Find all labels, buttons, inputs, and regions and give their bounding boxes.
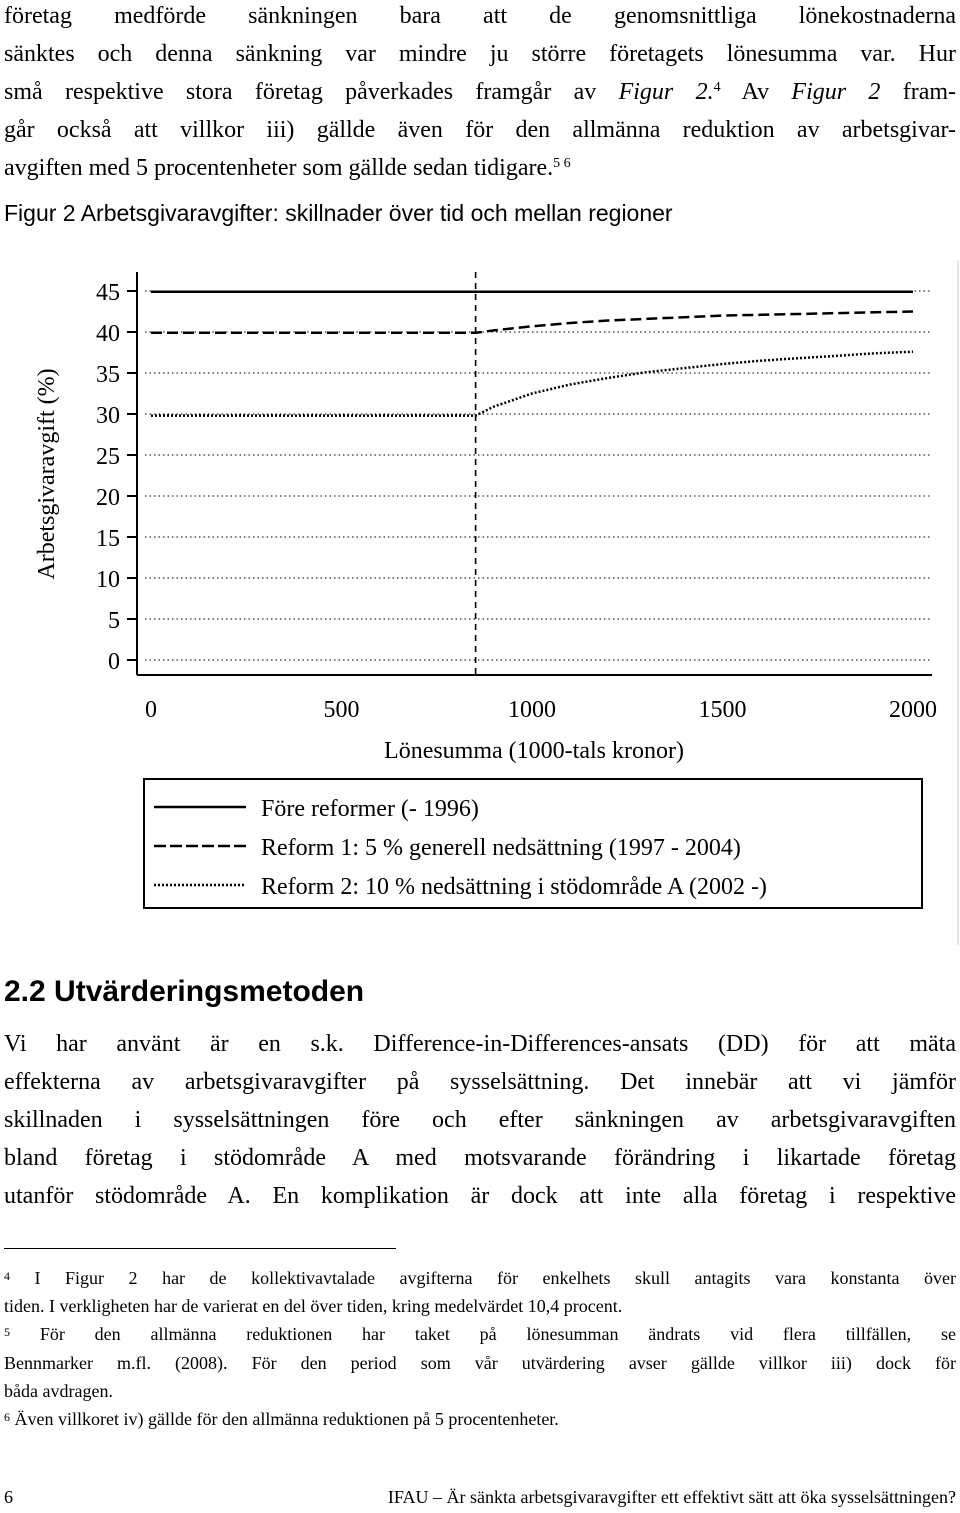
running-title: IFAU – Är sänkta arbetsgivaravgifter ett effektivt sätt att öka sysselsättningen?: [387, 1487, 956, 1507]
x-tick-label-1000: 1000: [508, 697, 556, 723]
footnote-4-line-2: tiden. I verkligheten har de varierat en del över tiden, kring medelvärdet 10,4 procent.: [4, 1296, 623, 1317]
y-tick-label-5: 5: [108, 608, 120, 634]
footnotes: [4, 1264, 956, 1433]
y-tick-label-10: 10: [96, 567, 120, 593]
body-line-3: skillnaden i sysselsättningen före och efter sänkningen av arbetsgivaravgiften: [4, 1107, 956, 1133]
y-tick-label-30: 30: [96, 403, 120, 429]
footnote-markers: 5 6: [553, 156, 571, 171]
intro-line-1: företag medförde sänkningen bara att de genomsnittliga lönekostnaderna: [4, 3, 956, 29]
legend: [154, 796, 767, 900]
tick-labels: [96, 280, 937, 723]
x-tick-label-500: 500: [323, 697, 360, 723]
grid: [145, 291, 932, 660]
footnote-4-text: I Figur 2 har de kollektivavtalade avgifterna för enkelhets skull antagits vara konstanta över: [10, 1268, 956, 1288]
body-line-5: utanför stödområde A. En komplikation är dock att inte alla företag i respektive: [4, 1183, 956, 1209]
footnote-5-line-3: båda avdragen.: [4, 1380, 113, 1401]
legend-label-1: Före reformer (- 1996): [261, 796, 479, 822]
x-tick-label-0: 0: [145, 697, 157, 723]
y-axis-title: Arbetsgivaravgift (%): [34, 368, 60, 580]
body-line-1: Vi har använt är en s.k. Difference-in-Differences-ansats (DD) för att mäta: [4, 1031, 956, 1057]
y-tick-label-20: 20: [96, 485, 120, 511]
footnote-4-line-1: [4, 1264, 956, 1292]
intro-line-5: [4, 149, 956, 187]
intro-line-3-mid: Av: [720, 79, 792, 105]
intro-paragraph: [4, 0, 956, 187]
legend-label-3: Reform 2: 10 % nedsättning i stödområde A (2002 -): [261, 874, 767, 900]
intro-line-3-text: små respektive stora företag påverkades framgår av: [4, 79, 619, 105]
footnote-6-text: Även villkoret iv) gällde för den allmänna reduktionen på 5 procentenheter.: [10, 1408, 559, 1429]
footnote-6-mark: 6: [4, 1409, 10, 1424]
figure-reference: Figur 2.: [618, 79, 714, 105]
x-axis-title: Lönesumma (1000-tals kronor): [384, 738, 684, 764]
footnote-5-line-2: Bennmarker m.fl. (2008). För den period som vår utvärdering avser gällde villkor iii) dock för: [4, 1352, 956, 1373]
intro-line-3-end: fram-: [880, 79, 957, 105]
figure-caption: Figur 2 Arbetsgivaravgifter: skillnader över tid och mellan regioner: [4, 200, 673, 226]
intro-line-4: går också att villkor iii) gällde även för den allmänna reduktion av arbetsgivar-: [4, 117, 956, 143]
y-tick-label-15: 15: [96, 526, 120, 552]
footnote-5-line-1: [4, 1320, 956, 1348]
page-number: 6: [4, 1487, 13, 1507]
footnote-marker: 4: [713, 80, 721, 95]
body-line-2: effekterna av arbetsgivaravgifter på sysselsättning. Det innebär att vi jämför: [4, 1069, 956, 1095]
footnote-5-text: För den allmänna reduktionen har taket på lönesumman ändrats vid flera tillfällen, se: [10, 1324, 956, 1345]
intro-line-3: [4, 73, 956, 111]
body-paragraph: [4, 1025, 956, 1215]
y-tick-label-45: 45: [96, 280, 120, 306]
section-heading: 2.2 Utvärderingsmetoden: [4, 975, 365, 1008]
y-tick-label-40: 40: [96, 321, 120, 347]
intro-line-2: sänktes och denna sänkning var mindre ju större företagets lönesumma var. Hur: [4, 41, 956, 67]
x-tick-label-1500: 1500: [698, 697, 747, 723]
x-tick-label-2000: 2000: [889, 697, 937, 723]
series-line-2: [151, 312, 913, 333]
legend-label-2: Reform 1: 5 % generell nedsättning (1997 - 2004): [261, 835, 741, 861]
figure-reference: Figur 2: [791, 79, 881, 105]
series-line-3: [151, 352, 913, 416]
intro-line-5-text: avgiften med 5 procentenheter som gällde sedan tidigare.: [4, 155, 554, 181]
y-tick-label-0: 0: [108, 649, 120, 675]
footnote-5-mark: 5: [4, 1325, 10, 1340]
chart: [0, 240, 960, 950]
footnote-divider: [4, 1248, 396, 1249]
footnote-6-line-1: [4, 1405, 956, 1433]
y-tick-label-35: 35: [96, 362, 120, 388]
y-tick-label-25: 25: [96, 444, 120, 470]
body-line-4: bland företag i stödområde A med motsvarande förändring i likartade företag: [4, 1145, 956, 1171]
footnote-4-mark: 4: [4, 1269, 10, 1283]
series-group: [151, 292, 913, 416]
